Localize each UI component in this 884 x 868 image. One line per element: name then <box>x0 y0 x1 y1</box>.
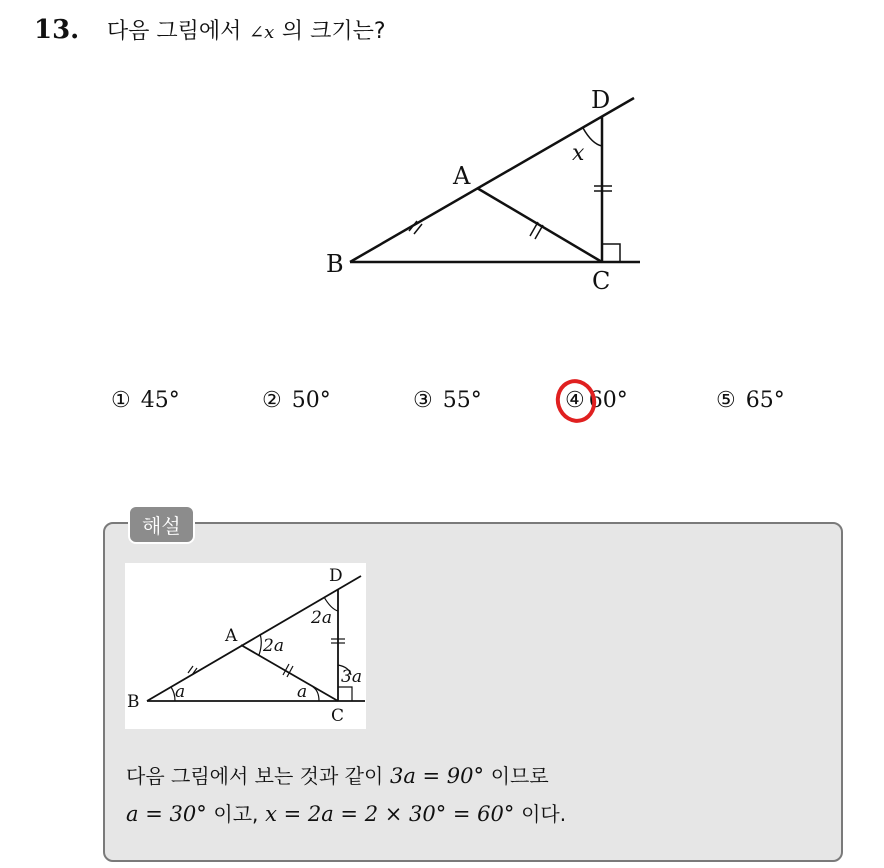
choice-5[interactable] <box>716 388 785 413</box>
question-number: 13. <box>34 15 80 45</box>
small-label-a1: a <box>175 682 186 702</box>
small-label-2a-d: 2a <box>311 608 332 628</box>
label-c: C <box>592 267 611 295</box>
choice-1-value: 45° <box>140 388 180 413</box>
choice-1-mark: ① <box>111 388 131 413</box>
line-ac <box>477 188 602 262</box>
label-b: B <box>326 250 344 278</box>
explanation-tag: 해설 <box>128 505 195 544</box>
choice-3-value: 55° <box>442 388 482 413</box>
choice-3-mark: ③ <box>413 388 433 413</box>
small-label-a2: a <box>297 682 308 702</box>
choice-2[interactable] <box>262 388 331 413</box>
choice-5-mark: ⑤ <box>716 388 736 413</box>
angle-arc-d <box>583 128 602 146</box>
choice-2-mark: ② <box>262 388 282 413</box>
exp-line2-end: 이다. <box>521 802 567 826</box>
label-d: D <box>591 86 611 114</box>
small-label-d: D <box>329 566 343 586</box>
angle-x: ∠x <box>249 22 275 43</box>
tick-ac-2 <box>535 225 543 239</box>
label-x: x <box>572 141 585 166</box>
exp-line2-math2: x = 2a = 2 × 30° = 60° <box>265 802 515 826</box>
line-bd <box>350 98 634 262</box>
choice-5-value: 65° <box>745 388 785 413</box>
answer-choices <box>0 388 884 428</box>
exp-line1-text: 다음 그림에서 보는 것과 같이 <box>126 764 384 788</box>
exp-line1-end: 이므로 <box>490 764 549 788</box>
small-label-3a: 3a <box>341 667 362 687</box>
choice-4-mark: ④ <box>565 388 585 413</box>
explanation-figure <box>125 563 366 729</box>
choice-1[interactable] <box>111 388 180 413</box>
question-suffix: 의 크기는? <box>281 19 386 44</box>
exp-line1-math: 3a = 90° <box>389 764 485 788</box>
small-label-2a-a: 2a <box>263 636 284 656</box>
right-angle-c <box>602 244 620 262</box>
tick-ac-1 <box>530 222 538 236</box>
small-label-c: C <box>331 706 345 726</box>
label-a: A <box>453 162 471 190</box>
choice-3[interactable] <box>413 388 482 413</box>
choice-4-value: 60° <box>588 388 628 413</box>
small-label-a: A <box>225 626 238 646</box>
question-prefix: 다음 그림에서 <box>106 19 242 44</box>
choice-2-value: 50° <box>291 388 331 413</box>
explanation-line-1 <box>126 760 549 789</box>
small-label-b: B <box>127 692 140 712</box>
explanation-line-2 <box>126 798 566 827</box>
main-figure <box>0 0 884 330</box>
exp-line2-math1: a = 30° <box>126 802 207 826</box>
exp-line2-mid: 이고, <box>213 802 259 826</box>
